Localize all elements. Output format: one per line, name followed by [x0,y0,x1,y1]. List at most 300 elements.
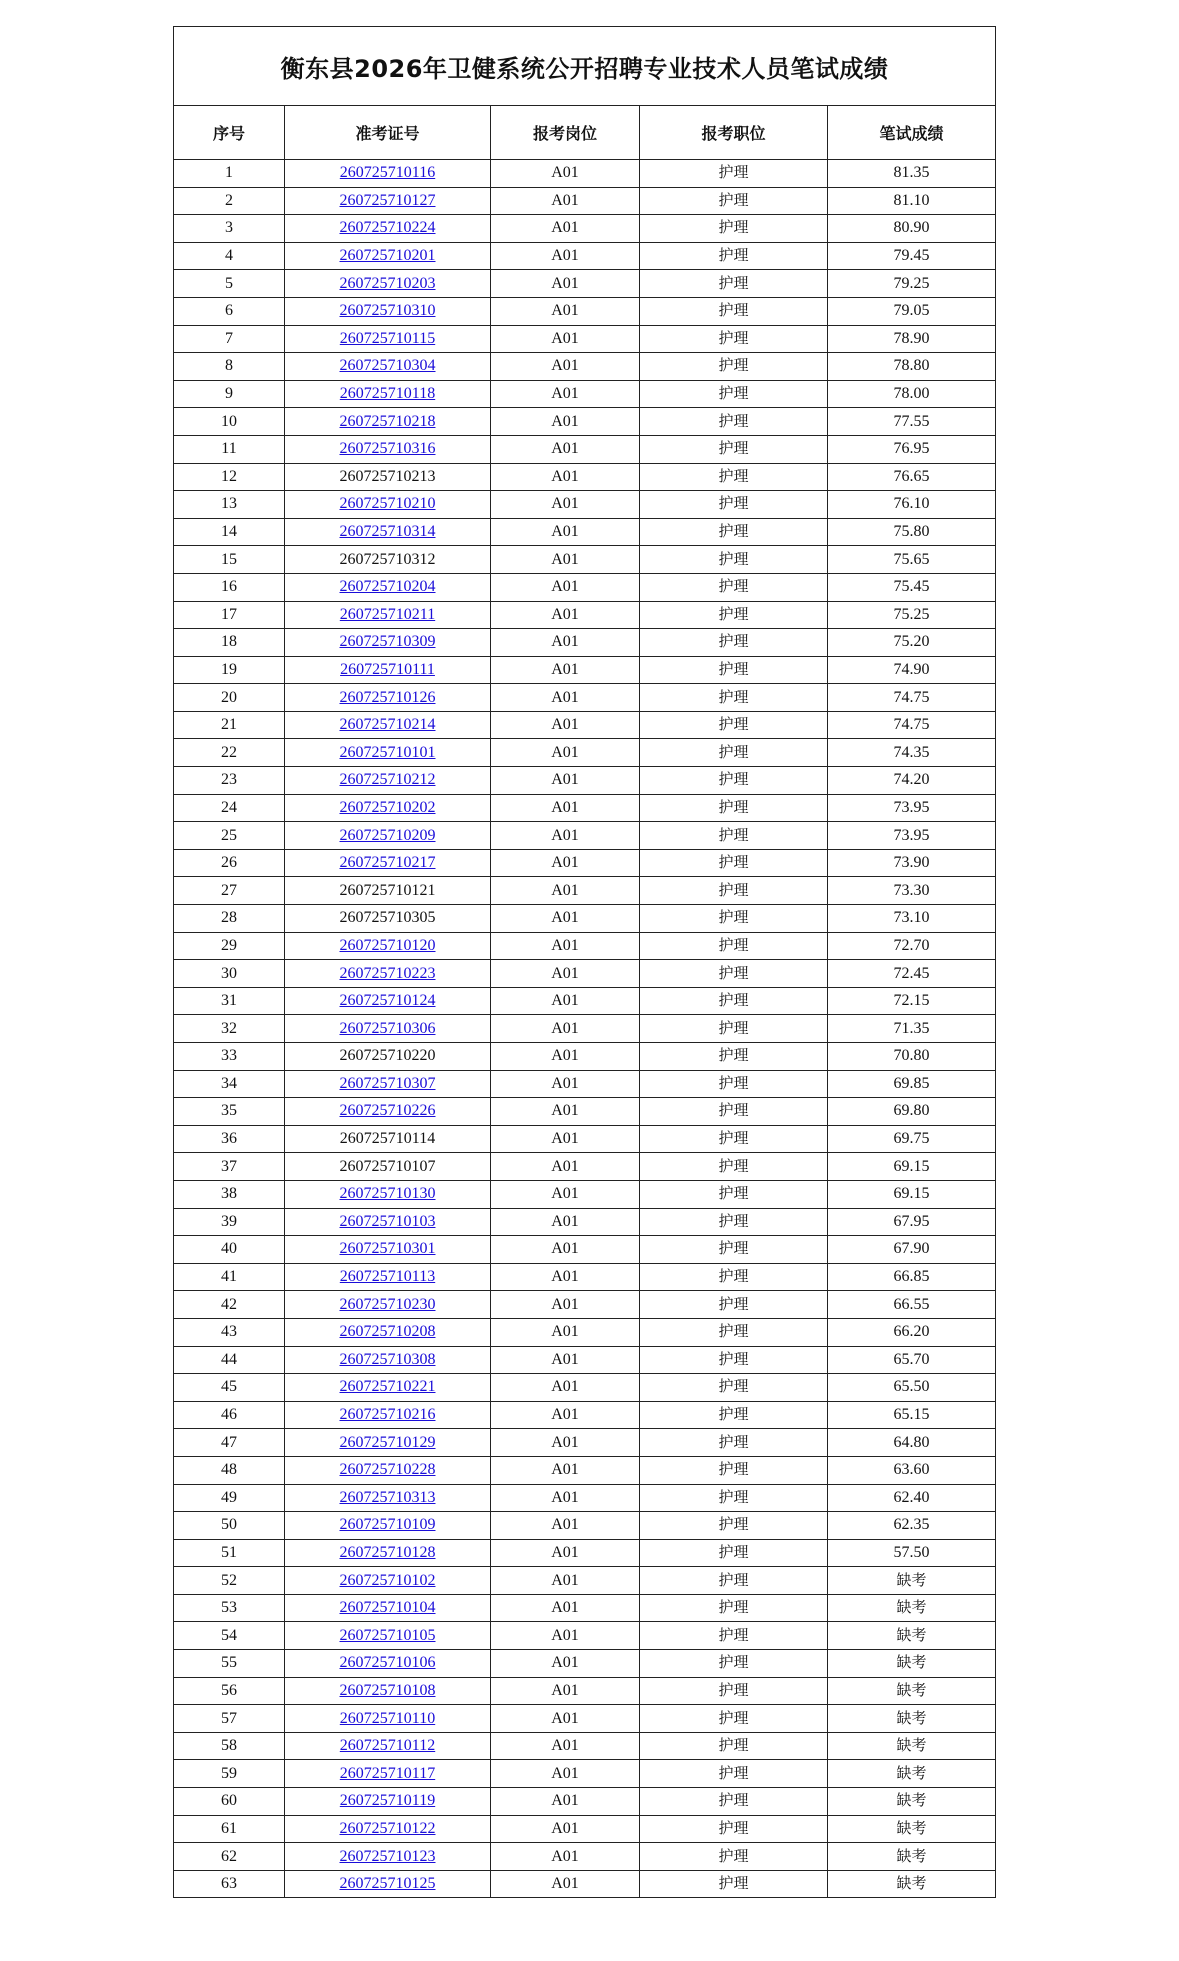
score-cell [828,325,996,353]
post-cell [491,1263,640,1291]
table-row [174,1594,996,1622]
exam-id-cell [285,325,491,353]
post-text: A01 [551,1212,579,1230]
exam-id-cell [285,1512,491,1540]
post-text: A01 [551,1461,579,1479]
position-text: 护理 [718,577,749,596]
position-text: 护理 [718,1542,749,1561]
position-text: 护理 [718,1791,749,1810]
seq-text: 32 [221,1019,237,1037]
seq-text: 10 [221,412,237,430]
table-row [174,325,996,353]
exam-id-cell [285,187,491,215]
exam-id-link[interactable]: 260725710309 [339,633,436,651]
exam-id-link[interactable]: 260725710217 [339,854,436,872]
exam-id-cell [285,1291,491,1319]
seq-text: 57 [221,1709,237,1727]
seq-cell [174,1043,285,1071]
position-cell [640,1512,828,1540]
score-text: 74.20 [893,771,930,789]
position-text: 护理 [718,1239,749,1258]
exam-id-link[interactable]: 260725710130 [339,1185,436,1203]
position-text: 护理 [718,770,749,789]
score-text: 67.90 [893,1240,930,1258]
exam-id-link[interactable]: 260725710116 [339,164,436,182]
seq-cell [174,546,285,574]
seq-text: 16 [221,578,237,596]
post-cell [491,270,640,298]
score-text: 缺考 [896,1736,927,1755]
position-cell [640,1401,828,1429]
post-cell [491,1677,640,1705]
exam-id-link[interactable]: 260725710226 [339,1102,436,1120]
position-cell [640,1346,828,1374]
exam-id-text: 260725710305 [339,909,436,927]
score-cell [828,242,996,270]
exam-id-link[interactable]: 260725710212 [339,771,436,789]
exam-id-link[interactable]: 260725710214 [339,716,436,734]
position-text: 护理 [718,218,749,237]
exam-id-link[interactable]: 260725710128 [339,1543,436,1561]
seq-cell [174,1098,285,1126]
score-cell [828,160,996,188]
score-cell [828,353,996,381]
score-text: 73.90 [893,854,930,872]
position-cell [640,905,828,933]
seq-text: 21 [221,716,237,734]
seq-cell [174,767,285,795]
post-text: A01 [551,992,579,1010]
exam-id-cell [285,353,491,381]
score-cell [828,1788,996,1816]
table-row [174,1208,996,1236]
exam-id-link[interactable]: 260725710203 [339,274,436,292]
exam-id-link[interactable]: 260725710108 [339,1681,436,1699]
seq-text: 41 [221,1268,237,1286]
exam-id-link[interactable]: 260725710211 [339,605,436,623]
position-cell [640,601,828,629]
seq-text: 20 [221,688,237,706]
exam-id-link[interactable]: 260725710101 [339,743,436,761]
position-text: 护理 [718,1846,749,1865]
position-cell [640,1208,828,1236]
post-text: A01 [551,1157,579,1175]
exam-id-cell [285,1015,491,1043]
score-text: 66.55 [893,1295,930,1313]
seq-text: 38 [221,1185,237,1203]
position-cell [640,1318,828,1346]
score-cell [828,1567,996,1595]
seq-text: 63 [221,1875,237,1893]
exam-id-link[interactable]: 260725710202 [339,798,436,816]
exam-id-link[interactable]: 260725710126 [339,688,436,706]
exam-id-link[interactable]: 260725710230 [339,1295,436,1313]
score-cell [828,1677,996,1705]
post-cell [491,215,640,243]
exam-id-link[interactable]: 260725710221 [339,1378,436,1396]
column-header-post: 报考岗位 [491,106,640,160]
score-cell [828,1760,996,1788]
exam-id-link[interactable]: 260725710122 [339,1819,436,1837]
exam-id-cell [285,1567,491,1595]
post-text: A01 [551,440,579,458]
exam-id-link[interactable]: 260725710216 [339,1406,436,1424]
exam-id-link[interactable]: 260725710314 [339,523,436,541]
position-cell [640,1732,828,1760]
exam-id-link[interactable]: 260725710310 [339,302,436,320]
table-row [174,1346,996,1374]
score-text: 63.60 [893,1461,930,1479]
position-text: 护理 [718,1101,749,1120]
seq-cell [174,1677,285,1705]
seq-cell [174,1015,285,1043]
position-cell [640,1374,828,1402]
score-cell [828,849,996,877]
seq-cell [174,491,285,519]
seq-text: 47 [221,1433,237,1451]
exam-id-cell [285,160,491,188]
table-row [174,215,996,243]
score-cell [828,463,996,491]
seq-cell [174,1567,285,1595]
exam-id-link[interactable]: 260725710307 [339,1074,436,1092]
position-cell [640,242,828,270]
seq-text: 1 [225,164,233,182]
table-row [174,270,996,298]
post-text: A01 [551,909,579,927]
exam-id-link[interactable]: 260725710313 [339,1488,436,1506]
exam-id-text: 260725710312 [339,550,436,568]
post-cell [491,297,640,325]
post-cell [491,767,640,795]
exam-id-cell [285,1098,491,1126]
column-header-position: 报考职位 [640,106,828,160]
score-text: 73.95 [893,798,930,816]
exam-id-link[interactable]: 260725710110 [339,1709,436,1727]
seq-cell [174,1788,285,1816]
score-text: 73.10 [893,909,930,927]
table-row [174,629,996,657]
score-text: 67.95 [893,1212,930,1230]
seq-text: 50 [221,1516,237,1534]
post-cell [491,1484,640,1512]
post-cell [491,1346,640,1374]
seq-cell [174,1843,285,1871]
seq-cell [174,1346,285,1374]
position-cell [640,215,828,243]
exam-id-cell [285,1870,491,1898]
table-row [174,1567,996,1595]
score-cell [828,684,996,712]
exam-id-cell [285,629,491,657]
position-text: 护理 [718,880,749,899]
exam-id-link[interactable]: 260725710123 [339,1847,436,1865]
score-text: 81.10 [893,191,930,209]
exam-id-cell [285,1677,491,1705]
post-text: A01 [551,219,579,237]
position-cell [640,932,828,960]
post-text: A01 [551,605,579,623]
seq-cell [174,794,285,822]
seq-text: 13 [221,495,237,513]
exam-id-link[interactable]: 260725710224 [339,219,436,237]
exam-id-cell [285,1374,491,1402]
position-cell [640,767,828,795]
post-text: A01 [551,550,579,568]
seq-cell [174,1208,285,1236]
post-cell [491,1098,640,1126]
exam-id-link[interactable]: 260725710106 [339,1654,436,1672]
seq-text: 44 [221,1350,237,1368]
seq-cell [174,160,285,188]
seq-cell [174,463,285,491]
position-cell [640,380,828,408]
table-row [174,739,996,767]
exam-id-link[interactable]: 260725710105 [339,1626,436,1644]
table-row [174,1125,996,1153]
post-cell [491,849,640,877]
post-cell [491,711,640,739]
exam-id-link[interactable]: 260725710104 [339,1599,436,1617]
exam-id-text: 260725710213 [339,467,436,485]
position-cell [640,463,828,491]
position-cell [640,518,828,546]
table-row [174,1374,996,1402]
table-row [174,1539,996,1567]
score-cell [828,1401,996,1429]
score-text: 75.20 [893,633,930,651]
score-cell [828,1456,996,1484]
exam-id-cell [285,518,491,546]
header-row [174,106,996,160]
score-cell [828,491,996,519]
position-cell [640,1236,828,1264]
exam-id-link[interactable]: 260725710306 [339,1019,436,1037]
exam-id-link[interactable]: 260725710201 [339,247,436,265]
post-cell [491,1291,640,1319]
position-cell [640,408,828,436]
post-cell [491,987,640,1015]
exam-id-link[interactable]: 260725710124 [339,992,436,1010]
score-text: 72.45 [893,964,930,982]
exam-id-text: 260725710220 [339,1047,436,1065]
table-row [174,1705,996,1733]
score-text: 69.85 [893,1074,930,1092]
score-cell [828,435,996,463]
exam-id-link[interactable]: 260725710308 [339,1350,436,1368]
position-text: 护理 [718,1267,749,1286]
score-text: 缺考 [896,1653,927,1672]
score-cell [828,1594,996,1622]
exam-id-cell [285,1760,491,1788]
post-text: A01 [551,743,579,761]
score-cell [828,187,996,215]
score-cell [828,1318,996,1346]
exam-id-link[interactable]: 260725710301 [339,1240,436,1258]
table-row [174,1429,996,1457]
position-text: 护理 [718,246,749,265]
exam-id-link[interactable]: 260725710117 [339,1764,436,1782]
post-cell [491,905,640,933]
score-cell [828,1015,996,1043]
seq-cell [174,297,285,325]
score-cell [828,1291,996,1319]
seq-cell [174,739,285,767]
exam-id-cell [285,1456,491,1484]
score-text: 75.80 [893,523,930,541]
position-cell [640,629,828,657]
post-text: A01 [551,357,579,375]
score-text: 缺考 [896,1763,927,1782]
score-cell [828,1125,996,1153]
score-text: 69.80 [893,1102,930,1120]
seq-text: 3 [225,219,233,237]
seq-text: 29 [221,936,237,954]
seq-cell [174,435,285,463]
score-cell [828,408,996,436]
seq-text: 14 [221,523,237,541]
score-cell [828,1070,996,1098]
exam-id-link[interactable]: 260725710316 [339,440,436,458]
table-row [174,1236,996,1264]
seq-cell [174,1125,285,1153]
exam-id-cell [285,1429,491,1457]
post-cell [491,1208,640,1236]
post-text: A01 [551,854,579,872]
seq-text: 46 [221,1406,237,1424]
exam-id-link[interactable]: 260725710129 [339,1433,436,1451]
position-text: 护理 [718,797,749,816]
exam-id-link[interactable]: 260725710119 [339,1792,436,1810]
score-cell [828,794,996,822]
exam-id-cell [285,1208,491,1236]
seq-text: 62 [221,1847,237,1865]
score-text: 79.45 [893,247,930,265]
exam-id-link[interactable]: 260725710112 [339,1737,436,1755]
exam-id-link[interactable]: 260725710111 [340,660,435,678]
seq-cell [174,849,285,877]
exam-id-cell [285,877,491,905]
exam-id-link[interactable]: 260725710210 [339,495,436,513]
post-text: A01 [551,191,579,209]
exam-id-link[interactable]: 260725710120 [339,936,436,954]
exam-id-link[interactable]: 260725710118 [339,385,436,403]
post-text: A01 [551,329,579,347]
exam-id-link[interactable]: 260725710125 [339,1875,436,1893]
position-text: 护理 [718,687,749,706]
post-cell [491,160,640,188]
seq-text: 15 [221,550,237,568]
post-text: A01 [551,1488,579,1506]
score-cell [828,215,996,243]
score-cell [828,1043,996,1071]
seq-text: 35 [221,1102,237,1120]
position-text: 护理 [718,991,749,1010]
score-cell [828,656,996,684]
exam-id-link[interactable]: 260725710208 [339,1323,436,1341]
table-row [174,1070,996,1098]
exam-id-link[interactable]: 260725710204 [339,578,436,596]
exam-id-cell [285,1732,491,1760]
table-row [174,684,996,712]
exam-id-link[interactable]: 260725710209 [339,826,436,844]
table-row [174,1180,996,1208]
post-text: A01 [551,1654,579,1672]
position-cell [640,546,828,574]
exam-id-link[interactable]: 260725710102 [339,1571,436,1589]
exam-id-cell [285,435,491,463]
seq-text: 58 [221,1737,237,1755]
post-text: A01 [551,578,579,596]
seq-text: 25 [221,826,237,844]
position-text: 护理 [718,1598,749,1617]
exam-id-link[interactable]: 260725710127 [339,191,436,209]
exam-id-link[interactable]: 260725710115 [339,329,436,347]
seq-cell [174,1539,285,1567]
seq-cell [174,629,285,657]
score-text: 62.35 [893,1516,930,1534]
exam-id-link[interactable]: 260725710218 [339,412,436,430]
post-cell [491,1512,640,1540]
position-text: 护理 [718,604,749,623]
post-text: A01 [551,1406,579,1424]
score-cell [828,739,996,767]
score-cell [828,1236,996,1264]
post-cell [491,546,640,574]
score-text: 69.75 [893,1130,930,1148]
position-text: 护理 [718,659,749,678]
seq-text: 56 [221,1681,237,1699]
score-cell [828,518,996,546]
exam-id-link[interactable]: 260725710113 [339,1268,436,1286]
score-cell [828,1263,996,1291]
score-text: 69.15 [893,1157,930,1175]
seq-text: 36 [221,1130,237,1148]
exam-id-cell [285,684,491,712]
seq-cell [174,1429,285,1457]
post-cell [491,1125,640,1153]
exam-id-link[interactable]: 260725710223 [339,964,436,982]
score-text: 75.65 [893,550,930,568]
post-text: A01 [551,1323,579,1341]
post-cell [491,960,640,988]
table-row [174,1677,996,1705]
seq-cell [174,325,285,353]
post-text: A01 [551,1709,579,1727]
seq-text: 6 [225,302,233,320]
exam-id-link[interactable]: 260725710103 [339,1212,436,1230]
position-text: 护理 [718,1156,749,1175]
exam-id-link[interactable]: 260725710304 [339,357,436,375]
post-cell [491,739,640,767]
post-cell [491,518,640,546]
position-text: 护理 [718,163,749,182]
seq-cell [174,601,285,629]
position-cell [640,794,828,822]
post-cell [491,877,640,905]
position-cell [640,1484,828,1512]
position-text: 护理 [718,494,749,513]
exam-id-link[interactable]: 260725710109 [339,1516,436,1534]
exam-id-cell [285,987,491,1015]
position-cell [640,1291,828,1319]
table-row [174,491,996,519]
score-cell [828,1539,996,1567]
exam-id-link[interactable]: 260725710228 [339,1461,436,1479]
score-cell [828,573,996,601]
position-cell [640,877,828,905]
post-cell [491,1318,640,1346]
